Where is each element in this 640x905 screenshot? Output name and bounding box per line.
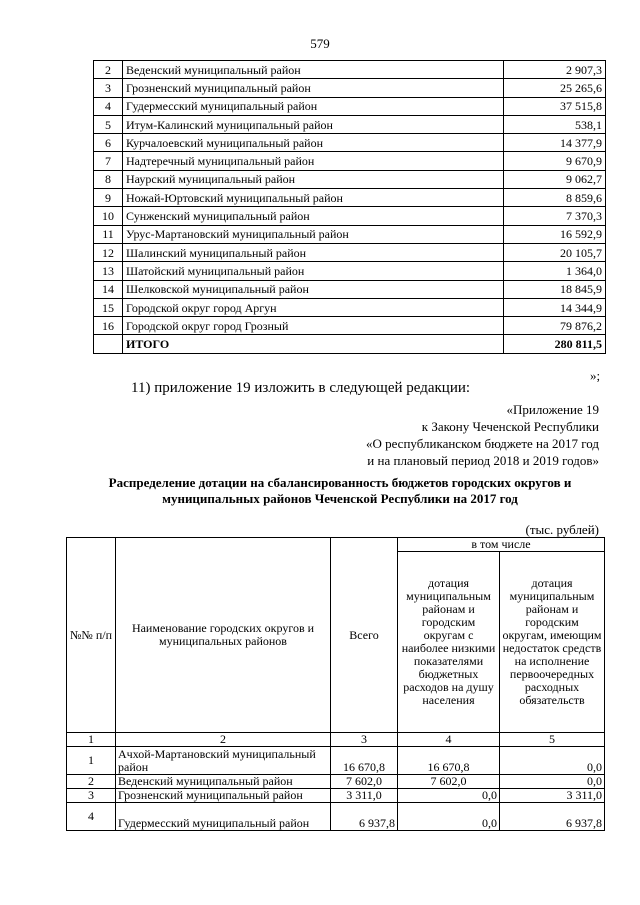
row-number: 3: [94, 79, 123, 97]
row-col4: 7 602,0: [398, 775, 500, 789]
index-cell: 3: [331, 733, 398, 747]
row-number: 10: [94, 207, 123, 225]
row-col5: 6 937,8: [500, 803, 605, 831]
row-name: Веденский муниципальный район: [116, 775, 331, 789]
header-col5: дотация муниципальным районам и городским округам, имеющим недостаток средств на исполнение первоочередных расходных обязательств: [500, 552, 605, 733]
header-name: Наименование городских округов и муниципальных районов: [116, 538, 331, 733]
index-cell: 1: [67, 733, 116, 747]
row-name: Сунженский муниципальный район: [123, 207, 504, 225]
budget-table-continued: [93, 60, 606, 354]
header-including: в том числе: [398, 538, 605, 552]
row-value: 2 907,3: [504, 61, 606, 79]
table-row: [94, 243, 606, 261]
total-value: 280 811,5: [504, 335, 606, 353]
header-num: №№ п/п: [67, 538, 116, 733]
row-value: 20 105,7: [504, 243, 606, 261]
table-row: [94, 262, 606, 280]
row-value: 7 370,3: [504, 207, 606, 225]
row-name: Городской округ город Аргун: [123, 298, 504, 316]
row-name: Итум-Калинский муниципальный район: [123, 115, 504, 133]
table-row: [67, 747, 605, 775]
row-name: Ножай-Юртовский муниципальный район: [123, 189, 504, 207]
row-total: 6 937,8: [331, 803, 398, 831]
appendix-line: «О республиканском бюджете на 2017 год: [365, 436, 599, 451]
header-total: Всего: [331, 538, 398, 733]
row-name: Шалинский муниципальный район: [123, 243, 504, 261]
row-name: Надтеречный муниципальный район: [123, 152, 504, 170]
row-number: 5: [94, 115, 123, 133]
amendment-instruction: 11) приложение 19 изложить в следующей редакции:: [131, 380, 471, 396]
row-value: 8 859,6: [504, 189, 606, 207]
row-value: 9 062,7: [504, 170, 606, 188]
table-row: [94, 298, 606, 316]
row-name: Грозненский муниципальный район: [123, 79, 504, 97]
title-line: муниципальных районов Чеченской Республики на 2017 год: [162, 491, 518, 506]
table-row: [94, 207, 606, 225]
row-value: 538,1: [504, 115, 606, 133]
index-cell: 2: [116, 733, 331, 747]
title-line: Распределение дотации на сбалансированность бюджетов городских округов и: [108, 475, 572, 490]
row-value: 37 515,8: [504, 97, 606, 115]
row-col5: 3 311,0: [500, 789, 605, 803]
document-title: [60, 475, 620, 507]
table-row: [94, 317, 606, 335]
table-row: [94, 61, 606, 79]
header-col4: дотация муниципальным районам и городским округам с наиболее низкими показателями бюджетных расходов на душу населения: [398, 552, 500, 733]
total-row: [94, 335, 606, 353]
row-name: Наурский муниципальный район: [123, 170, 504, 188]
row-name: Ачхой-Мартановский муниципальный район: [116, 747, 331, 775]
row-number: 6: [94, 134, 123, 152]
header-row: [67, 538, 605, 552]
row-number: 8: [94, 170, 123, 188]
row-number: 3: [67, 789, 116, 803]
row-value: 79 876,2: [504, 317, 606, 335]
table-row: [94, 115, 606, 133]
row-value: 18 845,9: [504, 280, 606, 298]
row-col5: 0,0: [500, 747, 605, 775]
row-name: Гудермесский муниципальный район: [123, 97, 504, 115]
row-name: Городской округ город Грозный: [123, 317, 504, 335]
index-cell: 4: [398, 733, 500, 747]
row-name: Курчалоевский муниципальный район: [123, 134, 504, 152]
index-row: [67, 733, 605, 747]
row-total: 16 670,8: [331, 747, 398, 775]
row-number: 7: [94, 152, 123, 170]
row-total: 7 602,0: [331, 775, 398, 789]
row-name: Гудермесский муниципальный район: [116, 803, 331, 831]
appendix-header: [366, 401, 599, 469]
quote-end-mark: »;: [590, 368, 601, 383]
row-col4: 16 670,8: [398, 747, 500, 775]
table-row: [94, 152, 606, 170]
table-row: [94, 170, 606, 188]
row-value: 1 364,0: [504, 262, 606, 280]
row-value: 14 344,9: [504, 298, 606, 316]
table-row: [94, 97, 606, 115]
table-row: [94, 280, 606, 298]
row-number: 12: [94, 243, 123, 261]
table-row: [67, 803, 605, 831]
row-number: 15: [94, 298, 123, 316]
table-row: [94, 225, 606, 243]
subsidy-distribution-table: [66, 537, 605, 831]
units-label: (тыс. рублей): [525, 522, 599, 537]
row-number: 16: [94, 317, 123, 335]
row-number: 4: [67, 803, 116, 831]
row-col5: 0,0: [500, 775, 605, 789]
row-name: Веденский муниципальный район: [123, 61, 504, 79]
index-cell: 5: [500, 733, 605, 747]
page-number: 579: [310, 36, 330, 51]
table-row: [67, 775, 605, 789]
row-value: 14 377,9: [504, 134, 606, 152]
table-row: [94, 189, 606, 207]
row-col4: 0,0: [398, 789, 500, 803]
appendix-line: «Приложение 19: [506, 402, 599, 417]
row-number: 1: [67, 747, 116, 775]
row-name: Шелковской муниципальный район: [123, 280, 504, 298]
row-value: 25 265,6: [504, 79, 606, 97]
total-label: ИТОГО: [123, 335, 504, 353]
row-number: 4: [94, 97, 123, 115]
table-row: [67, 789, 605, 803]
row-number: 9: [94, 189, 123, 207]
row-number: 11: [94, 225, 123, 243]
row-total: 3 311,0: [331, 789, 398, 803]
table-row: [94, 134, 606, 152]
row-value: 16 592,9: [504, 225, 606, 243]
row-number: 13: [94, 262, 123, 280]
row-number: 2: [94, 61, 123, 79]
row-name: Урус-Мартановский муниципальный район: [123, 225, 504, 243]
row-value: 9 670,9: [504, 152, 606, 170]
appendix-line: и на плановый период 2018 и 2019 годов»: [367, 453, 599, 468]
row-number: 2: [67, 775, 116, 789]
row-name: Шатойский муниципальный район: [123, 262, 504, 280]
table-row: [94, 79, 606, 97]
row-col4: 0,0: [398, 803, 500, 831]
appendix-line: к Закону Чеченской Республики: [421, 419, 599, 434]
row-name: Грозненский муниципальный район: [116, 789, 331, 803]
row-number: 14: [94, 280, 123, 298]
